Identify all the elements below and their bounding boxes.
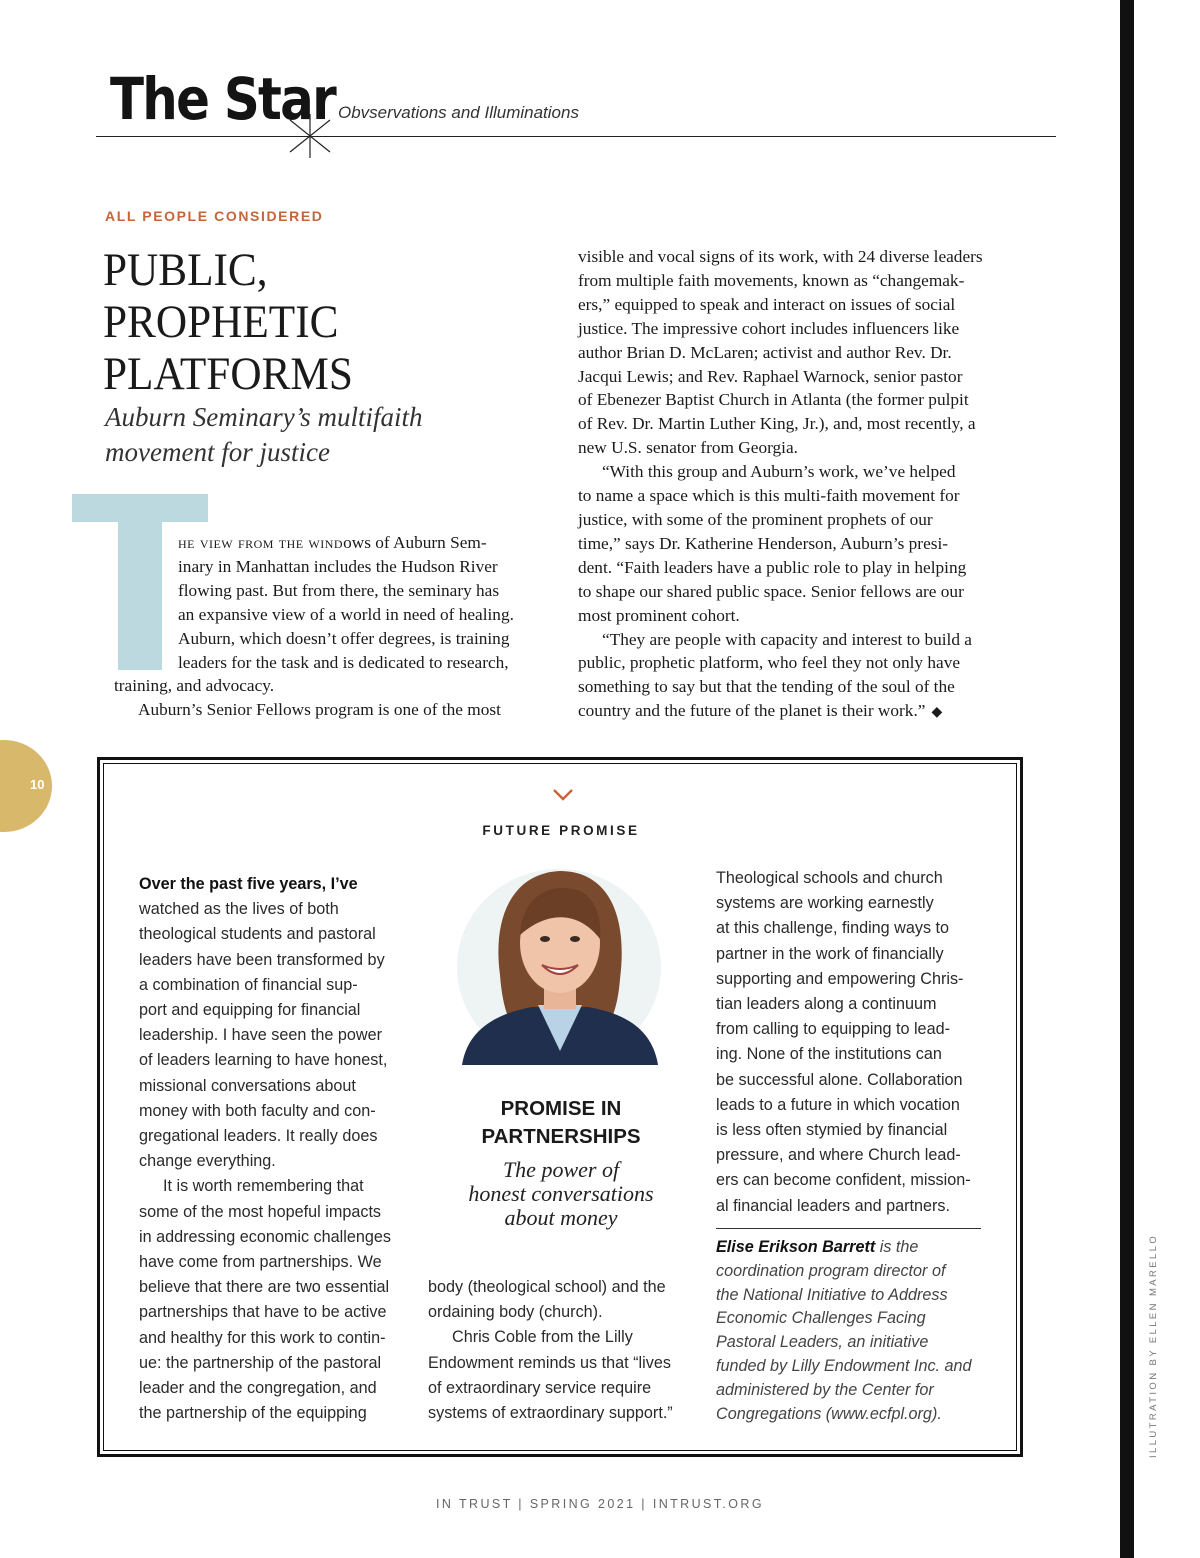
- text-line: public, prophetic platform, who feel they not only have: [578, 653, 961, 673]
- text-line: from multiple faith movements, known as “changemak-: [578, 270, 965, 290]
- text-line: coordination program director of: [716, 1261, 946, 1280]
- portrait-illustration: [452, 855, 667, 1070]
- text-line: of Rev. Dr. Martin Luther King, Jr.), and, most recently, a: [578, 414, 976, 434]
- text-line: a combination of financial sup-: [139, 975, 358, 994]
- page-footer: IN TRUST | SPRING 2021 | INTRUST.ORG: [436, 1497, 764, 1511]
- text-line: the National Initiative to Address: [716, 1285, 948, 1304]
- text-line: partnerships that have to be active: [139, 1303, 387, 1322]
- bio-rule: [716, 1228, 981, 1229]
- text-line: “With this group and Auburn’s work, we’ve helped: [602, 462, 956, 482]
- text-line: pressure, and where Church lead-: [716, 1146, 961, 1165]
- box-deck-line: honest conversations: [468, 1181, 654, 1206]
- text-line: port and equipping for financial: [139, 1001, 361, 1020]
- text-line: is less often stymied by financial: [716, 1121, 948, 1140]
- text-line: tian leaders along a continuum: [716, 995, 937, 1014]
- text-line: inary in Manhattan includes the Hudson River: [178, 556, 498, 576]
- box-column-2: [428, 1275, 698, 1426]
- text-line: Pastoral Leaders, an initiative: [716, 1333, 929, 1352]
- text-line: an expansive view of a world in need of healing.: [178, 604, 514, 624]
- text-line: change everything.: [139, 1152, 276, 1171]
- text-line: he view from the windows of Auburn Sem-: [178, 533, 487, 552]
- text-line: It is worth remembering that: [163, 1177, 364, 1196]
- text-line: ing. None of the institutions can: [716, 1045, 942, 1064]
- illustration-credit: ILLUTRATION BY ELLEN MARELLO: [1148, 1233, 1159, 1458]
- text-line: partner in the work of financially: [716, 944, 944, 963]
- text-line: most prominent cohort.: [578, 605, 740, 625]
- section-kicker: ALL PEOPLE CONSIDERED: [105, 208, 324, 224]
- text-line: Economic Challenges Facing: [716, 1309, 926, 1328]
- article-column-2: [578, 245, 1023, 725]
- text-line: systems of extraordinary support.”: [428, 1404, 673, 1423]
- text-line: Auburn’s Senior Fellows program is one of the most: [138, 700, 501, 720]
- text-line: administered by the Center for: [716, 1380, 934, 1399]
- text-line: something to say but that the tending of the soul of the: [578, 677, 955, 697]
- text-line: of Ebenezer Baptist Church in Atlanta (the former pulpit: [578, 390, 969, 410]
- text-line: of leaders learning to have honest,: [139, 1051, 388, 1070]
- text-line: Congregations (www.ecfpl.org).: [716, 1404, 942, 1423]
- text-line: at this challenge, finding ways to: [716, 919, 950, 938]
- text-line: justice. The impressive cohort includes influencers like: [578, 318, 960, 338]
- text-line: ers can become confident, mission-: [716, 1171, 971, 1190]
- text-line: justice, with some of the prominent prophets of our: [578, 509, 933, 529]
- text-line: systems are working earnestly: [716, 894, 934, 913]
- text-line: and healthy for this work to contin-: [139, 1328, 386, 1347]
- text-line: training, and advocacy.: [114, 676, 275, 696]
- headline-line: PLATFORMS: [103, 348, 353, 400]
- page-number: 10: [30, 777, 45, 792]
- text-line: watched as the lives of both: [139, 900, 339, 919]
- headline: [103, 244, 508, 400]
- author-name: Elise Erikson Barrett: [716, 1238, 876, 1256]
- text-line: leaders for the task and is dedicated to research,: [178, 652, 509, 672]
- text-line: leaders have been transformed by: [139, 950, 385, 969]
- text-line: theological students and pastoral: [139, 925, 376, 944]
- masthead-tagline: Obvservations and Illuminations: [338, 103, 579, 122]
- text-line: some of the most hopeful impacts: [139, 1202, 382, 1221]
- box-deck: [432, 1158, 690, 1230]
- end-mark-icon: ◆: [931, 705, 943, 721]
- box-deck-line: The power of: [502, 1157, 620, 1182]
- headline-line: PROPHETIC: [103, 296, 339, 348]
- text-line: money with both faculty and con-: [139, 1101, 376, 1120]
- box-column-1: [139, 872, 409, 1426]
- text-line: be successful alone. Collaboration: [716, 1070, 963, 1089]
- text-line: al financial leaders and partners.: [716, 1196, 950, 1215]
- text-line: leadership. I have seen the power: [139, 1026, 382, 1045]
- text-line: believe that there are two essential: [139, 1278, 390, 1297]
- lead-in: Over the past five years, I’ve: [139, 875, 358, 893]
- text-line: to shape our shared public space. Senior fellows are our: [578, 581, 964, 601]
- text-line: author Brian D. McLaren; activist and author Rev. Dr.: [578, 342, 952, 362]
- masthead: The Star: [110, 65, 335, 133]
- lead-in-smallcaps: he view from the wind: [178, 533, 344, 552]
- text-line: ue: the partnership of the pastoral: [139, 1353, 382, 1372]
- article-deck: [105, 400, 525, 470]
- box-title-line: PROMISE IN: [500, 1097, 622, 1120]
- text-line: dent. “Faith leaders have a public role to play in helping: [578, 557, 967, 577]
- text-line: funded by Lilly Endowment Inc. and: [716, 1356, 972, 1375]
- text-line: time,” says Dr. Katherine Henderson, Auburn’s presi-: [578, 533, 949, 553]
- text-line: Elise Erikson Barrett is the: [716, 1238, 919, 1256]
- text-line: Auburn, which doesn’t offer degrees, is training: [178, 628, 510, 648]
- text-line: in addressing economic challenges: [139, 1227, 391, 1246]
- text-line: gregational leaders. It really does: [139, 1127, 378, 1146]
- text-line: Chris Coble from the Lilly: [452, 1328, 633, 1347]
- text-line: flowing past. But from there, the seminary has: [178, 580, 500, 600]
- text-line: Theological schools and church: [716, 869, 943, 887]
- author-bio: [716, 1236, 986, 1426]
- box-section-label: FUTURE PROMISE: [482, 823, 640, 838]
- deck-line: Auburn Seminary’s multifaith: [105, 402, 423, 432]
- text-line: supporting and empowering Chris-: [716, 969, 964, 988]
- text-line: the partnership of the equipping: [139, 1404, 367, 1423]
- headline-line: PUBLIC,: [103, 244, 268, 296]
- deck-line: movement for justice: [105, 437, 330, 467]
- article-column-1: [114, 531, 544, 722]
- header-rule: [96, 136, 1056, 137]
- text-line: Jacqui Lewis; and Rev. Raphael Warnock, senior pastor: [578, 366, 963, 386]
- text-line: country and the future of the planet is their work.” ◆: [578, 701, 943, 721]
- page-edge-bar: [1120, 0, 1134, 1558]
- text-line: ordaining body (church).: [428, 1303, 603, 1322]
- text-line: Endowment reminds us that “lives: [428, 1353, 671, 1372]
- text-line: leads to a future in which vocation: [716, 1095, 960, 1114]
- text-line: have come from partnerships. We: [139, 1253, 382, 1272]
- text-line: ers,” equipped to speak and interact on issues of social: [578, 294, 956, 314]
- text-line: of extraordinary service require: [428, 1378, 652, 1397]
- text-line: leader and the congregation, and: [139, 1379, 377, 1398]
- box-title-line: PARTNERSHIPS: [481, 1125, 641, 1148]
- text-line: visible and vocal signs of its work, with 24 diverse leaders: [578, 247, 983, 266]
- box-deck-line: about money: [504, 1205, 618, 1230]
- text-line: missional conversations about: [139, 1076, 356, 1095]
- text-line: new U.S. senator from Georgia.: [578, 438, 798, 458]
- text-line: to name a space which is this multi-faith movement for: [578, 486, 960, 506]
- text-line: body (theological school) and the: [428, 1278, 666, 1296]
- chevron-down-icon: [552, 788, 574, 802]
- text-line: from calling to equipping to lead-: [716, 1020, 950, 1039]
- box-column-3: [716, 866, 986, 1219]
- box-title: [432, 1095, 690, 1151]
- text-line: “They are people with capacity and interest to build a: [602, 629, 972, 649]
